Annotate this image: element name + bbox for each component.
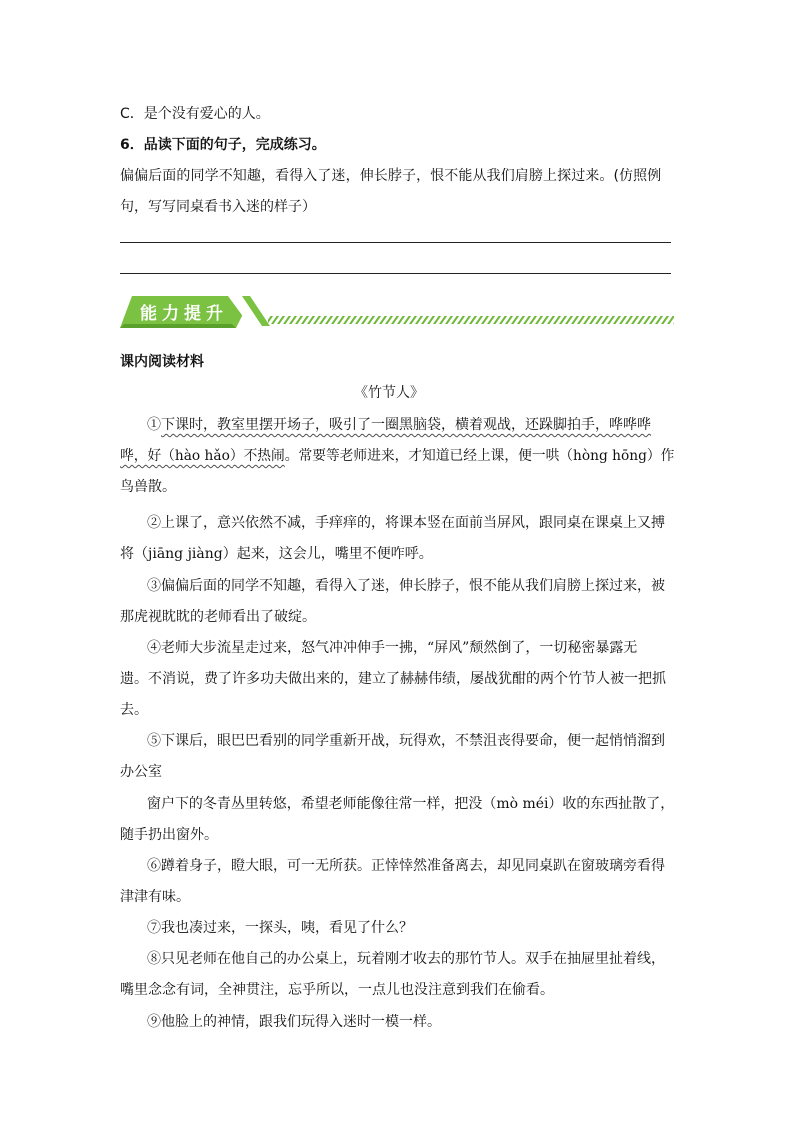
passage-p5-line1: ⑤下课后，眼巴巴看别的同学重新开战，玩得欢，不禁沮丧得要命，便一起悄悄溜到 xyxy=(147,733,665,749)
passage-p7-line1: ⑦我也凑过来，一探头，咦，看见了什么？ xyxy=(147,920,413,936)
passage-p5-line2: 办公室 xyxy=(120,764,162,780)
passage-p6-line2: 津津有味。 xyxy=(120,889,190,905)
passage-title: 《竹节人》 xyxy=(354,385,424,401)
passage-p1-line2 xyxy=(120,445,674,465)
passage-p3-line2: 那虎视眈眈的老师看出了破绽。 xyxy=(120,609,316,625)
wavy-underlined-text: 哗，好（hào hǎo）不热闹 xyxy=(120,448,285,464)
answer-line-1[interactable] xyxy=(120,242,671,243)
wavy-underlined-text: 下课时，教室里摆开场子，吸引了一圈黑脑袋，横着观战，还跺脚拍手，哗哗哗 xyxy=(161,417,651,433)
passage-p9-line1: ⑨他脸上的神情，跟我们玩得入迷时一模一样。 xyxy=(147,1014,441,1030)
passage-p3-line1: ③偏偏后面的同学不知趣，看得入了迷，伸长脖子，恨不能从我们肩膀上探过来，被 xyxy=(147,578,665,594)
paragraph-number: ① xyxy=(147,417,161,433)
passage-p8-line2: 嘴里念念有词，全神贯注，忘乎所以，一点儿也没注意到我们在偷看。 xyxy=(120,982,554,998)
passage-p4-line2: 遗。不消说，费了许多功夫做出来的，建立了赫赫伟绩，屡战犹酣的两个竹节人被一把抓 xyxy=(120,671,666,687)
passage-p6-line1: ⑥蹲着身子，瞪大眼，可一无所获。正悻悻然准备离去，却见同桌趴在窗玻璃旁看得 xyxy=(147,858,665,874)
passage-p4-line1: ④老师大步流星走过来，怒气冲冲伸手一拂，“屏风”颓然倒了，一切秘密暴露无 xyxy=(147,640,638,656)
passage-p2-line2: 将（jiāng jiàng）起来，这会儿，嘴里不便咋呼。 xyxy=(120,546,433,562)
passage-p5b-line2: 随手扔出窗外。 xyxy=(120,827,218,843)
passage-p8-line1: ⑧只见老师在他自己的办公桌上，玩着刚才收去的那竹节人。双手在抽屉里扯着线， xyxy=(147,951,665,967)
question-6-text-line2: 句，写写同桌看书入迷的样子） xyxy=(120,199,316,215)
passage-p1-line1 xyxy=(147,414,651,434)
passage-p1-line3: 鸟兽散。 xyxy=(120,479,176,495)
plain-text: 。常要等老师进来，才知道已经上课，便一哄（hòng hōng）作 xyxy=(284,448,675,464)
section-subtitle: 课内阅读材料 xyxy=(120,354,204,370)
passage-p5b-line1: 窗户下的冬青丛里转悠，希望老师能像往常一样，把没（mò méi）收的东西扯散了， xyxy=(147,796,675,812)
question-6-text-line1: 偏偏后面的同学不知趣，看得入了迷，伸长脖子，恨不能从我们肩膀上探过来。(仿照例 xyxy=(120,168,662,184)
option-c: C．是个没有爱心的人。 xyxy=(120,106,270,122)
question-6-title: 6．品读下面的句子，完成练习。 xyxy=(120,137,326,153)
answer-line-2[interactable] xyxy=(120,273,671,274)
passage-p4-line3: 去。 xyxy=(120,702,148,718)
passage-p2-line1: ②上课了，意兴依然不减，手痒痒的，将课本竖在面前当屏风，跟同桌在课桌上又搏 xyxy=(147,515,665,531)
section-banner-label: 能力提升 xyxy=(140,304,228,324)
